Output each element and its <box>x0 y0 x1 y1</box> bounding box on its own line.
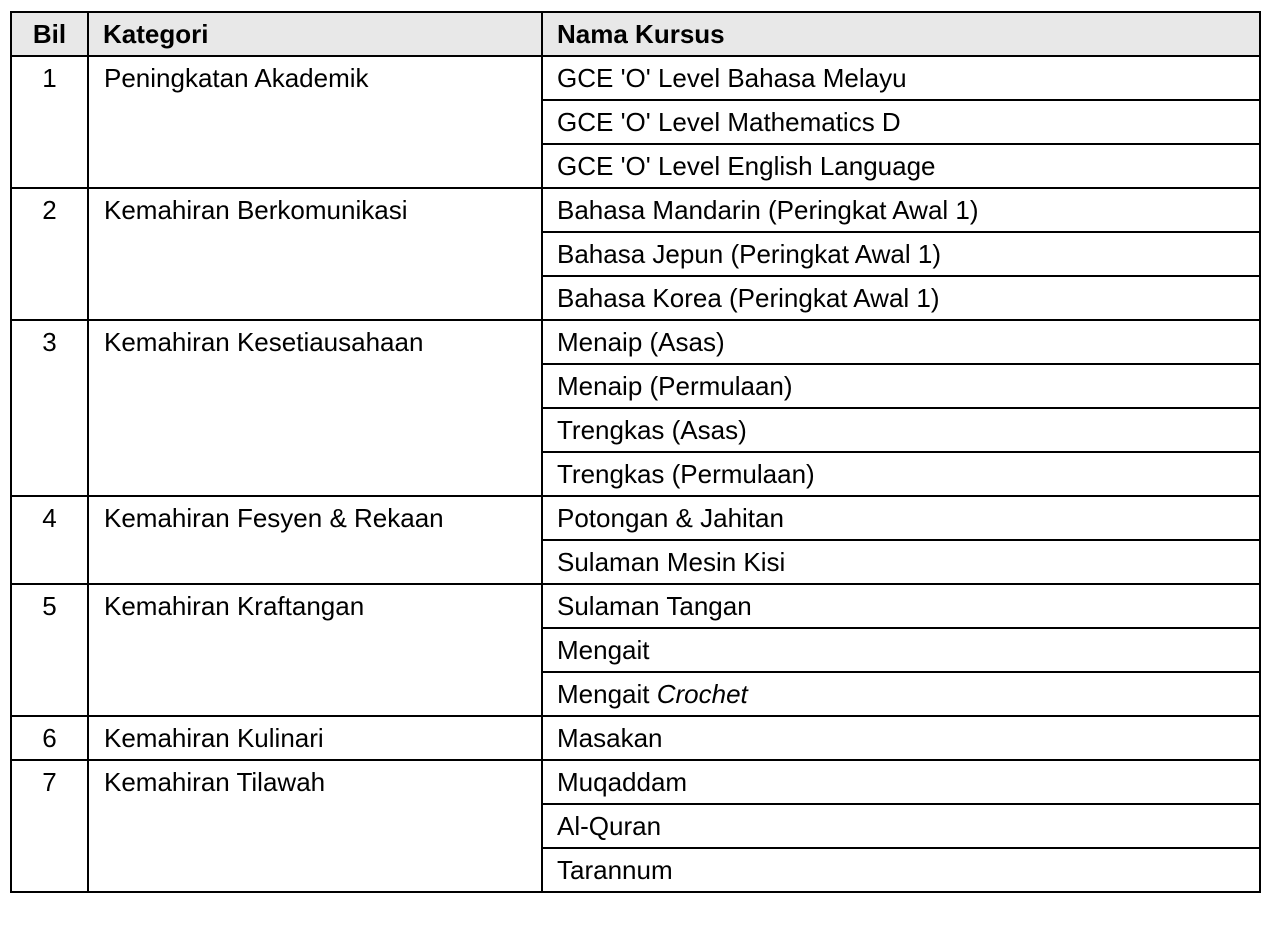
bil-cell: 2 <box>11 188 88 320</box>
table-row <box>11 760 1260 804</box>
course-name-cell <box>542 232 1260 276</box>
course-name: Bahasa Korea (Peringkat Awal 1) <box>557 283 940 313</box>
course-name-cell <box>542 672 1260 716</box>
table-row <box>11 320 1260 364</box>
course-name: GCE 'O' Level Bahasa Melayu <box>557 63 907 93</box>
table-header <box>11 12 1260 56</box>
bil-cell: 5 <box>11 584 88 716</box>
kategori-cell: Kemahiran Kraftangan <box>88 584 542 716</box>
course-name: Bahasa Mandarin (Peringkat Awal 1) <box>557 195 979 225</box>
table-body <box>11 56 1260 892</box>
bil-cell: 1 <box>11 56 88 188</box>
course-name-cell <box>542 804 1260 848</box>
course-name: GCE 'O' Level English Language <box>557 151 936 181</box>
course-table <box>10 11 1261 893</box>
course-name-cell <box>542 320 1260 364</box>
kategori-cell: Peningkatan Akademik <box>88 56 542 188</box>
course-name: Sulaman Mesin Kisi <box>557 547 786 577</box>
header-bil: Bil <box>11 12 88 56</box>
bil-cell: 7 <box>11 760 88 892</box>
course-name-cell <box>542 408 1260 452</box>
course-name: Mengait <box>557 635 650 665</box>
course-name-italic: Crochet <box>656 679 748 709</box>
course-name: Al-Quran <box>557 811 662 841</box>
course-name: Potongan & Jahitan <box>557 503 784 533</box>
course-name-cell <box>542 364 1260 408</box>
course-name-cell <box>542 100 1260 144</box>
course-name-cell <box>542 276 1260 320</box>
course-name-cell <box>542 540 1260 584</box>
kategori-cell: Kemahiran Kulinari <box>88 716 542 760</box>
bil-cell: 4 <box>11 496 88 584</box>
table-row <box>11 496 1260 540</box>
kategori-cell: Kemahiran Berkomunikasi <box>88 188 542 320</box>
table-row <box>11 584 1260 628</box>
header-nama-kursus: Nama Kursus <box>542 12 1260 56</box>
header-row <box>11 12 1260 56</box>
course-name-cell <box>542 188 1260 232</box>
table-row <box>11 56 1260 100</box>
course-name: Tarannum <box>557 855 673 885</box>
course-name: Mengait <box>557 679 657 709</box>
course-name: Sulaman Tangan <box>557 591 752 621</box>
course-name-cell <box>542 144 1260 188</box>
kategori-cell: Kemahiran Tilawah <box>88 760 542 892</box>
course-name-cell <box>542 716 1260 760</box>
course-name: Bahasa Jepun (Peringkat Awal 1) <box>557 239 941 269</box>
course-name-cell <box>542 760 1260 804</box>
course-name: GCE 'O' Level Mathematics D <box>557 107 901 137</box>
course-name: Masakan <box>557 723 663 753</box>
kategori-cell: Kemahiran Fesyen & Rekaan <box>88 496 542 584</box>
course-name-cell <box>542 848 1260 892</box>
course-name-cell <box>542 628 1260 672</box>
course-name: Muqaddam <box>557 767 688 797</box>
course-name-cell <box>542 584 1260 628</box>
course-name-cell <box>542 56 1260 100</box>
course-name-cell <box>542 496 1260 540</box>
kategori-cell: Kemahiran Kesetiausahaan <box>88 320 542 496</box>
course-name: Menaip (Asas) <box>557 327 725 357</box>
course-name: Menaip (Permulaan) <box>557 371 793 401</box>
table-row <box>11 716 1260 760</box>
bil-cell: 6 <box>11 716 88 760</box>
course-name-cell <box>542 452 1260 496</box>
course-name: Trengkas (Permulaan) <box>557 459 815 489</box>
header-kategori: Kategori <box>88 12 542 56</box>
bil-cell: 3 <box>11 320 88 496</box>
course-name: Trengkas (Asas) <box>557 415 747 445</box>
table-row <box>11 188 1260 232</box>
